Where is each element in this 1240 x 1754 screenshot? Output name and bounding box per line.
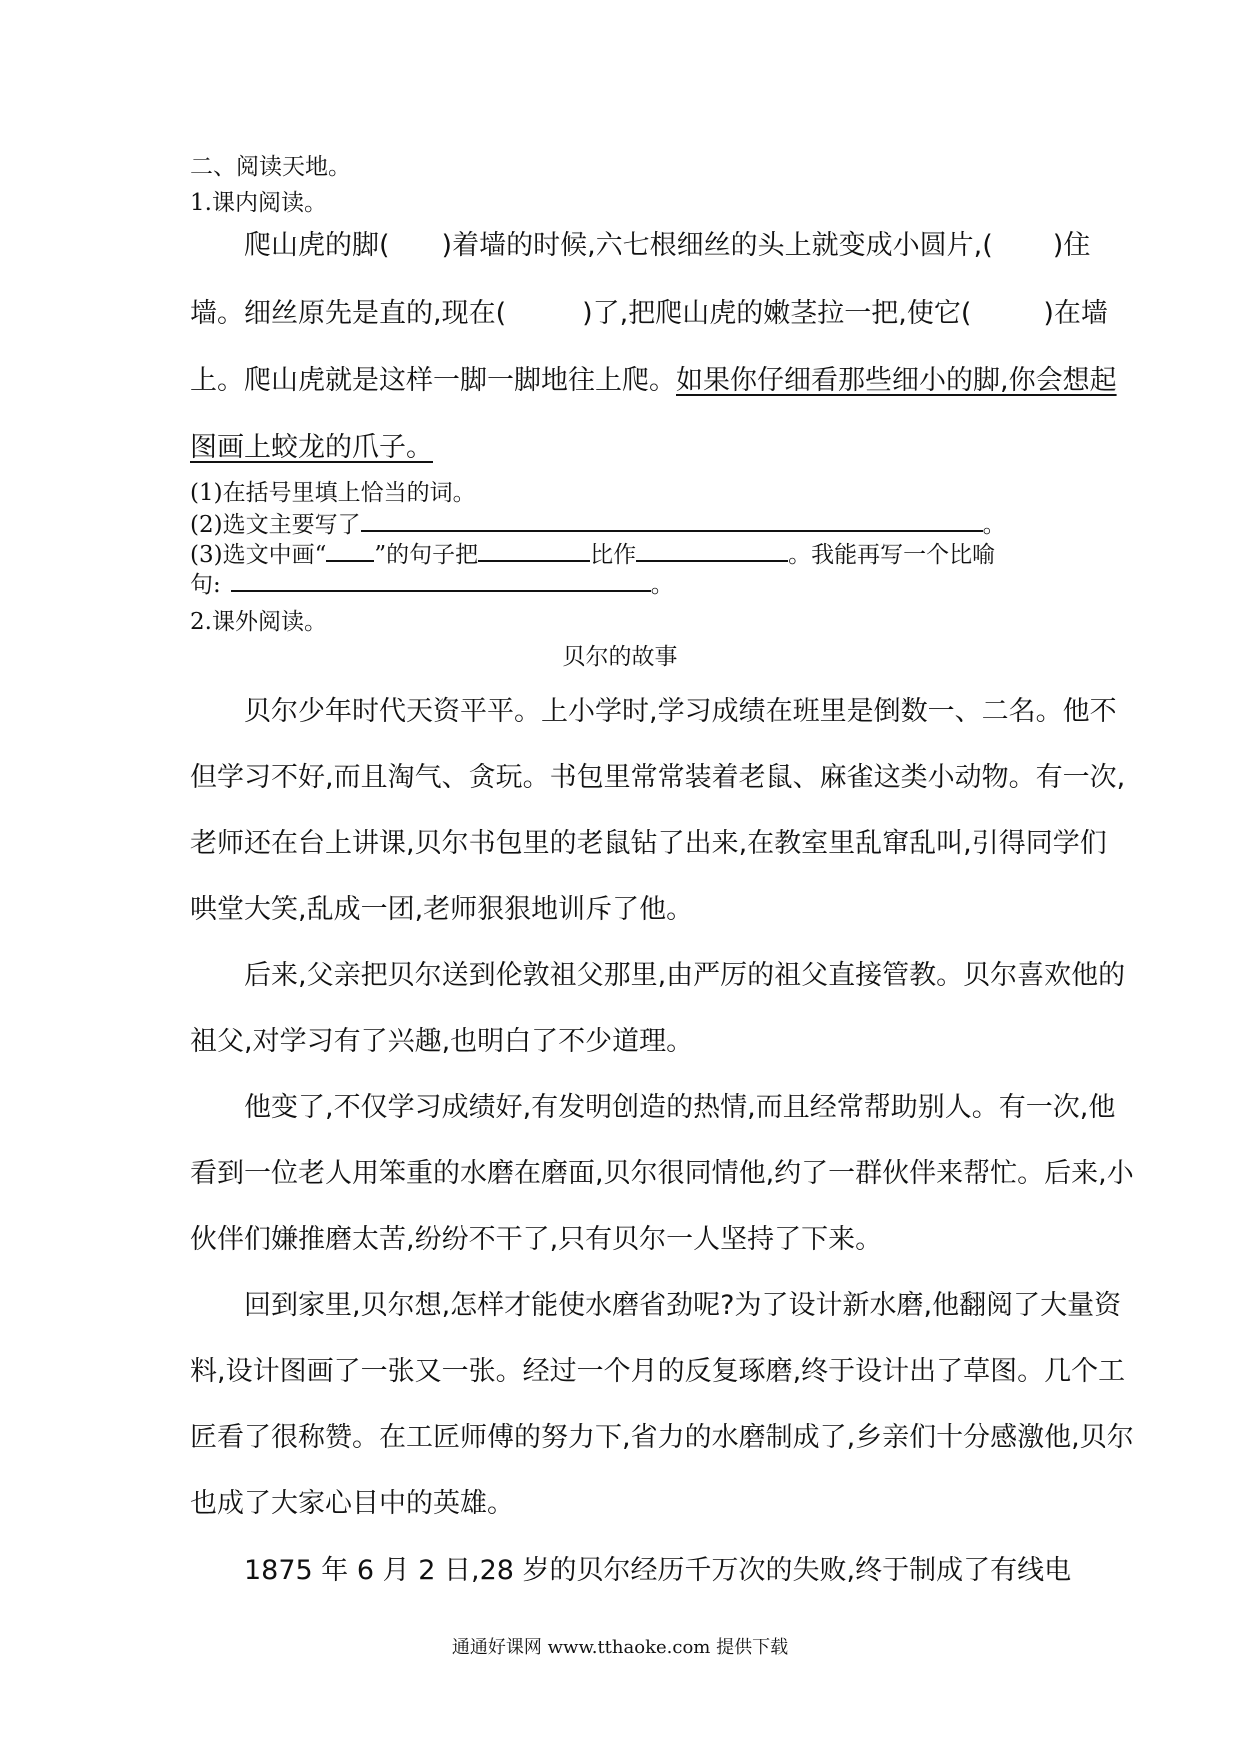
- story-line-1: 贝尔少年时代天资平平。上小学时,学习成绩在班里是倒数一、二名。他不: [244, 696, 1117, 727]
- passage-line-2-part-c: )在墙: [1043, 298, 1108, 329]
- passage-line-2: [190, 296, 1108, 332]
- question-3-line-2: [190, 568, 674, 600]
- question-1: (1)在括号里填上恰当的词。: [190, 480, 476, 506]
- question-3-line-style-blank: [326, 538, 374, 562]
- passage-line-3-underlined: 如果你仔细看那些细小的脚,你会想起: [676, 365, 1117, 396]
- question-3-part-c: 比作: [590, 542, 637, 568]
- passage-line-3-plain: 上。爬山虎就是这样一脚一脚地往上爬。: [190, 365, 676, 396]
- story-line-5: 后来,父亲把贝尔送到伦敦祖父那里,由严厉的祖父直接管教。贝尔喜欢他的: [244, 960, 1126, 991]
- question-3-line-2-prefix: 句:: [190, 572, 221, 598]
- question-3-part-a: (3)选文中画“: [190, 542, 327, 568]
- passage-line-4: [190, 430, 433, 466]
- story-title: 贝尔的故事: [562, 644, 678, 670]
- passage-line-1-part-b: )着墙的时候,六七根细丝的头上就变成小圆片,(: [441, 230, 993, 261]
- footer-text: 通通好课网 www.tthaoke.com 提供下载: [451, 1637, 789, 1658]
- question-3-part-b: ”的句子把: [374, 542, 479, 568]
- story-line-12: 匠看了很称赞。在工匠师傅的努力下,省力的水磨制成了,乡亲们十分感激他,贝尔: [190, 1422, 1134, 1453]
- story-line-14: 1875 年 6 月 2 日,28 岁的贝尔经历千万次的失败,终于制成了有线电: [244, 1555, 1072, 1586]
- question-2-prefix: (2)选文主要写了: [190, 512, 361, 538]
- story-line-8: 看到一位老人用笨重的水磨在磨面,贝尔很同情他,约了一群伙伴来帮忙。后来,小: [190, 1158, 1134, 1189]
- question-3-subject-blank[interactable]: [478, 538, 590, 562]
- passage-line-1-part-c: )住: [1052, 230, 1091, 261]
- question-3-part-d: 。我能再写一个比喻: [788, 542, 996, 568]
- question-3: [190, 538, 995, 570]
- passage-line-2-part-a: 墙。细丝原先是直的,现在(: [190, 298, 507, 329]
- question-2-suffix: 。: [982, 512, 1006, 538]
- story-line-2: 但学习不好,而且淘气、贪玩。书包里常常装着老鼠、麻雀这类小动物。有一次,: [190, 762, 1126, 793]
- passage-line-1-part-a: 爬山虎的脚(: [244, 230, 390, 261]
- story-line-10: 回到家里,贝尔想,怎样才能使水磨省劲呢?为了设计新水磨,他翻阅了大量资: [244, 1290, 1122, 1321]
- q2-heading: 2.课外阅读。: [190, 609, 327, 635]
- question-3-metaphor-blank[interactable]: [231, 568, 651, 592]
- section-heading: 二、阅读天地。: [190, 154, 351, 180]
- story-line-11: 料,设计图画了一张又一张。经过一个月的反复琢磨,终于设计出了草图。几个工: [190, 1356, 1126, 1387]
- story-line-3: 老师还在台上讲课,贝尔书包里的老鼠钻了出来,在教室里乱窜乱叫,引得同学们: [190, 828, 1107, 859]
- story-line-13: 也成了大家心目中的英雄。: [190, 1488, 514, 1519]
- question-3-line-2-suffix: 。: [650, 572, 674, 598]
- question-3-object-blank[interactable]: [636, 538, 788, 562]
- question-2-answer-blank[interactable]: [361, 508, 983, 532]
- passage-line-1: [190, 228, 1091, 264]
- question-2: [190, 508, 1006, 540]
- passage-line-3: [190, 363, 1117, 399]
- story-line-9: 伙伴们嫌推磨太苦,纷纷不干了,只有贝尔一人坚持了下来。: [190, 1224, 883, 1255]
- story-line-7: 他变了,不仅学习成绩好,有发明创造的热情,而且经常帮助别人。有一次,他: [244, 1092, 1116, 1123]
- story-line-6: 祖父,对学习有了兴趣,也明白了不少道理。: [190, 1026, 694, 1057]
- passage-line-4-underlined: 图画上蛟龙的爪子。: [190, 432, 433, 463]
- story-line-4: 哄堂大笑,乱成一团,老师狠狠地训斥了他。: [190, 894, 694, 925]
- q1-heading: 1.课内阅读。: [190, 190, 327, 216]
- passage-line-2-part-b: )了,把爬山虎的嫩茎拉一把,使它(: [582, 298, 972, 329]
